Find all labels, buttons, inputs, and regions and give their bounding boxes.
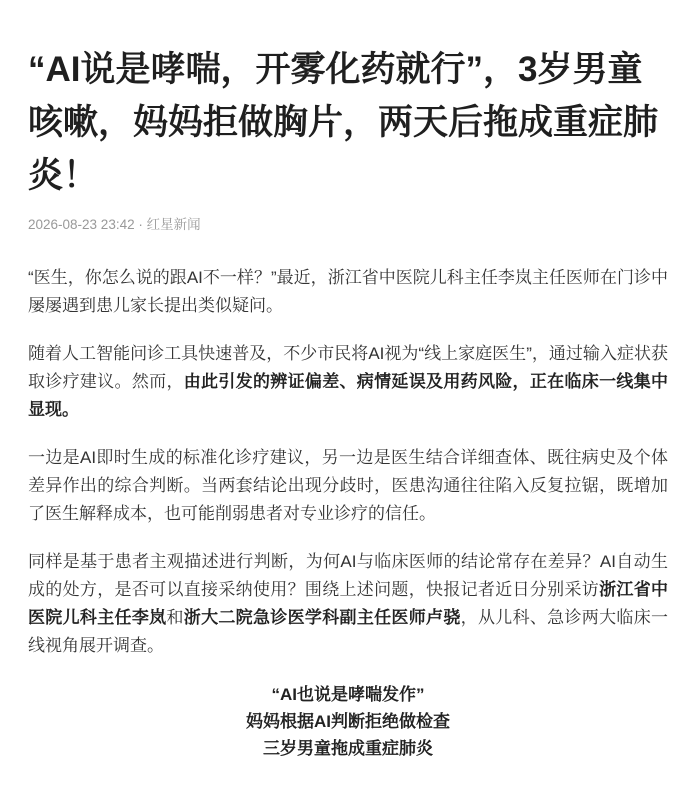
publish-time: 2026-08-23 23:42	[28, 217, 135, 232]
paragraph-text: 和	[166, 608, 184, 627]
paragraph-4	[28, 548, 668, 660]
section-heading	[28, 681, 668, 762]
section-heading-line-1: “AI也说是哮喘发作”	[271, 685, 425, 704]
article-title: “AI说是哮喘，开雾化药就行”，3岁男童咳嗽，妈妈拒做胸片，两天后拖成重症肺炎！	[28, 50, 659, 195]
paragraph-text: 随着人工智能问诊工具快速普及，不少市民将AI视为“线上家庭医生”，通过输入症状获取诊疗建议。然而，	[28, 344, 668, 391]
paragraph-emphasis-person-2: 浙大二院急诊医学科副主任医师卢骁	[183, 608, 461, 627]
section-heading-line-2: 妈妈根据AI判断拒绝做检查	[246, 712, 450, 731]
paragraph-text: 同样是基于患者主观描述进行判断，为何AI与临床医师的结论常存在差异？AI自动生成的处方，是否可以直接采纳使用？围绕上述问题，快报记者近日分别采访	[28, 552, 668, 599]
paragraph-emphasis: 由此引发的辨证偏差、病情延误及用药风险，正在临床一线集中显现。	[28, 372, 668, 419]
section-heading-line-3: 三岁男童拖成重症肺炎	[263, 739, 433, 758]
paragraph-text: “医生，你怎么说的跟AI不一样？”最近，浙江省中医院儿科主任李岚主任医师在门诊中屡屡遇到患儿家长提出类似疑问。	[28, 268, 668, 315]
paragraph-text: 一边是AI即时生成的标准化诊疗建议，另一边是医生结合详细查体、既往病史及个体差异作出的综合判断。当两套结论出现分歧时，医患沟通往往陷入反复拉锯，既增加了医生解释成本，也可能削弱患者对专业诊疗的信任。	[28, 448, 668, 523]
meta-separator: ·	[138, 217, 143, 232]
article-meta	[28, 216, 668, 234]
paragraph-emphasis-person-1: 浙江省中医院儿科主任李岚	[28, 580, 669, 627]
paragraph-text: ，从儿科、急诊两大临床一线视角展开调查。	[28, 608, 669, 655]
paragraph-1	[28, 264, 668, 320]
paragraph-2	[28, 340, 668, 424]
article-body	[28, 264, 668, 660]
paragraph-3	[28, 444, 668, 528]
source-name: 红星新闻	[146, 217, 201, 232]
